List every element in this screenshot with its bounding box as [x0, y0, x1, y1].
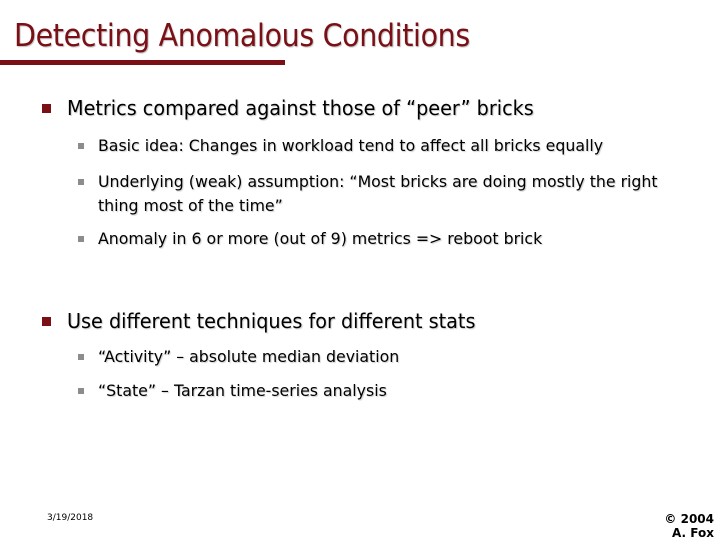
small-square-bullet-icon — [78, 143, 84, 149]
sub-bullet-text: “Activity” – absolute median deviation — [98, 347, 400, 366]
bullet-text: Use different techniques for different stats — [67, 309, 476, 333]
slide-title: Detecting Anomalous Conditions — [14, 18, 470, 54]
bullet-different-techniques — [42, 308, 492, 334]
sub-bullet-basic-idea — [78, 134, 698, 158]
sub-bullet-text: “State” – Tarzan time-series analysis — [98, 381, 387, 400]
square-bullet-icon — [42, 317, 51, 326]
bullet-text: Metrics compared against those of “peer” bricks — [67, 96, 534, 120]
small-square-bullet-icon — [78, 388, 84, 394]
sub-bullet-text: Underlying (weak) assumption: “Most bricks are doing mostly the right thing most of the time” — [98, 172, 658, 215]
sub-bullet-anomaly-threshold — [78, 227, 698, 251]
copyright-notice: © 2004 — [664, 512, 714, 526]
square-bullet-icon — [42, 104, 51, 113]
small-square-bullet-icon — [78, 354, 84, 360]
footer-date: 3/19/2018 — [47, 513, 94, 523]
author-name: A. Fox — [672, 526, 714, 540]
sub-bullet-state — [78, 379, 698, 403]
small-square-bullet-icon — [78, 179, 84, 185]
bullet-metrics-compared — [42, 95, 553, 121]
sub-bullet-activity — [78, 345, 698, 369]
small-square-bullet-icon — [78, 236, 84, 242]
footer-copyright — [664, 512, 714, 540]
sub-bullet-text: Basic idea: Changes in workload tend to affect all bricks equally — [98, 136, 604, 155]
sub-bullet-underlying-assumption — [78, 170, 698, 218]
sub-bullet-text: Anomaly in 6 or more (out of 9) metrics => reboot brick — [98, 229, 543, 248]
